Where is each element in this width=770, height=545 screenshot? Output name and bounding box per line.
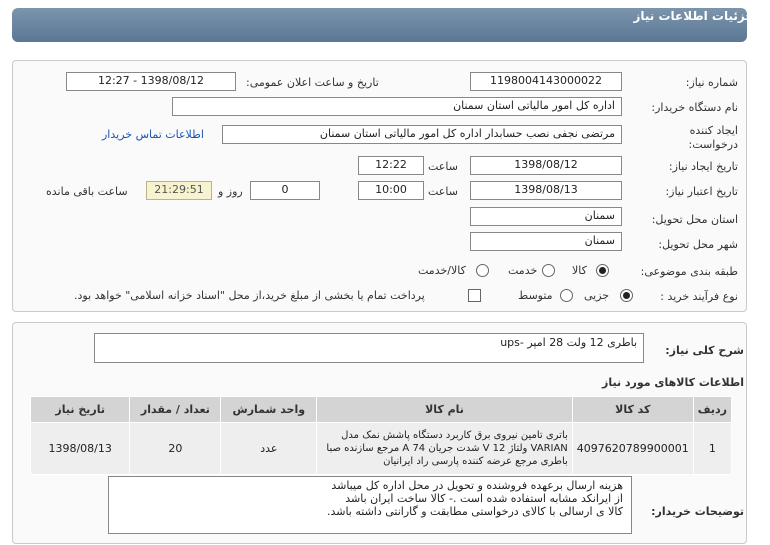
cell-date: 1398/08/13 — [31, 423, 130, 475]
goods-table — [30, 396, 732, 475]
process-radio-minor[interactable] — [620, 289, 633, 302]
col-date: تاریخ نیاز — [31, 397, 130, 423]
remaining-days-field: 0 — [250, 181, 320, 200]
summary-label: شرح کلی نیاز: — [665, 344, 744, 357]
creator-field: مرتضی نجفی نصب حسابدار اداره کل امور مالیاتی استان سمنان — [222, 125, 622, 144]
remaining-time-field: 21:29:51 — [146, 181, 212, 200]
need-number-label: شماره نیاز: — [685, 76, 738, 89]
valid-date-field: 1398/08/13 — [470, 181, 622, 200]
cell-code: 4097620789900001 — [572, 423, 693, 475]
creator-label-line2: درخواست: — [688, 138, 738, 151]
goods-table-header — [31, 397, 732, 423]
province-field: سمنان — [470, 207, 622, 226]
goods-section-title: اطلاعات کالاهای مورد نیاز — [602, 376, 744, 389]
treasury-payment-checkbox[interactable] — [468, 289, 481, 302]
create-time-field: 12:22 — [358, 156, 424, 175]
process-option-medium: متوسط — [518, 289, 553, 302]
process-radio-medium[interactable] — [560, 289, 573, 302]
cell-row: 1 — [693, 423, 731, 475]
cell-name-line: باتری تامین نیروی برق کاربرد دستگاه پاشش نمک مدل — [341, 430, 568, 441]
province-label: استان محل تحویل: — [651, 213, 738, 226]
cell-unit: عدد — [221, 423, 317, 475]
buyer-org-field: اداره کل امور مالیاتی استان سمنان — [172, 97, 622, 116]
table-row — [31, 423, 732, 475]
cell-name-line: VARIAN ولتاژ 12 V شدت جریان 74 A مرجع سازنده صبا — [326, 443, 568, 454]
category-option-goods-service: کالا/خدمت — [418, 264, 466, 277]
buyer-notes-label: توضیحات خریدار: — [651, 505, 744, 518]
page-title: جزئیات اطلاعات نیاز — [633, 9, 754, 23]
cell-name — [317, 423, 573, 475]
category-option-goods: کالا — [572, 264, 587, 277]
valid-time-label: ساعت — [428, 185, 458, 198]
valid-date-label: تاریخ اعتبار نیاز: — [665, 185, 738, 198]
city-field: سمنان — [470, 232, 622, 251]
col-qty: تعداد / مقدار — [130, 397, 221, 423]
process-option-minor: جزیی — [584, 289, 610, 302]
create-date-field: 1398/08/12 — [470, 156, 622, 175]
category-label: طبقه بندی موضوعی: — [640, 265, 738, 278]
category-radio-goods-service[interactable] — [476, 264, 489, 277]
buyer-org-label: نام دستگاه خریدار: — [651, 101, 738, 114]
category-radio-service[interactable] — [542, 264, 555, 277]
need-number-field: 1198004143000022 — [470, 72, 622, 91]
process-type-label: نوع فرآیند خرید : — [660, 290, 738, 303]
announce-date-field: 1398/08/12 - 12:27 — [66, 72, 236, 91]
buyer-notes-box — [108, 476, 632, 534]
buyer-note-line: هزینه ارسال برعهده فروشنده و تحویل در محل اداره کل میباشد — [331, 479, 623, 492]
days-and-label: روز و — [218, 185, 243, 198]
buyer-note-line: از ایرانکد مشابه استفاده شده است .- کالا ساخت ایران باشد — [345, 492, 623, 505]
treasury-payment-note: پرداخت تمام یا بخشی از مبلغ خرید،از محل "اسناد خزانه اسلامی" خواهد بود. — [74, 289, 425, 302]
buyer-contact-link[interactable]: اطلاعات تماس خریدار — [102, 128, 204, 141]
col-code: کد کالا — [572, 397, 693, 423]
category-radio-goods[interactable] — [596, 264, 609, 277]
category-option-service: خدمت — [508, 264, 538, 277]
remaining-time-label: ساعت باقی مانده — [46, 185, 128, 198]
cell-name-line: باطری مرجع عرضه کننده پارسی راد ایرانیان — [383, 456, 568, 467]
buyer-note-line: کالا ی ارسالی با کالای درخواستی مطابقت و گارانتی داشته باشد. — [326, 505, 623, 518]
create-time-label: ساعت — [428, 160, 458, 173]
cell-qty: 20 — [130, 423, 221, 475]
create-date-label: تاریخ ایجاد نیاز: — [668, 160, 738, 173]
col-row: ردیف — [693, 397, 731, 423]
city-label: شهر محل تحویل: — [658, 238, 738, 251]
col-unit: واحد شمارش — [221, 397, 317, 423]
summary-field: باطری 12 ولت 28 امپر -ups — [94, 333, 644, 363]
valid-time-field: 10:00 — [358, 181, 424, 200]
col-name: نام کالا — [317, 397, 573, 423]
creator-label-line1: ایجاد کننده — [689, 124, 738, 137]
announce-date-label: تاریخ و ساعت اعلان عمومی: — [246, 76, 379, 89]
